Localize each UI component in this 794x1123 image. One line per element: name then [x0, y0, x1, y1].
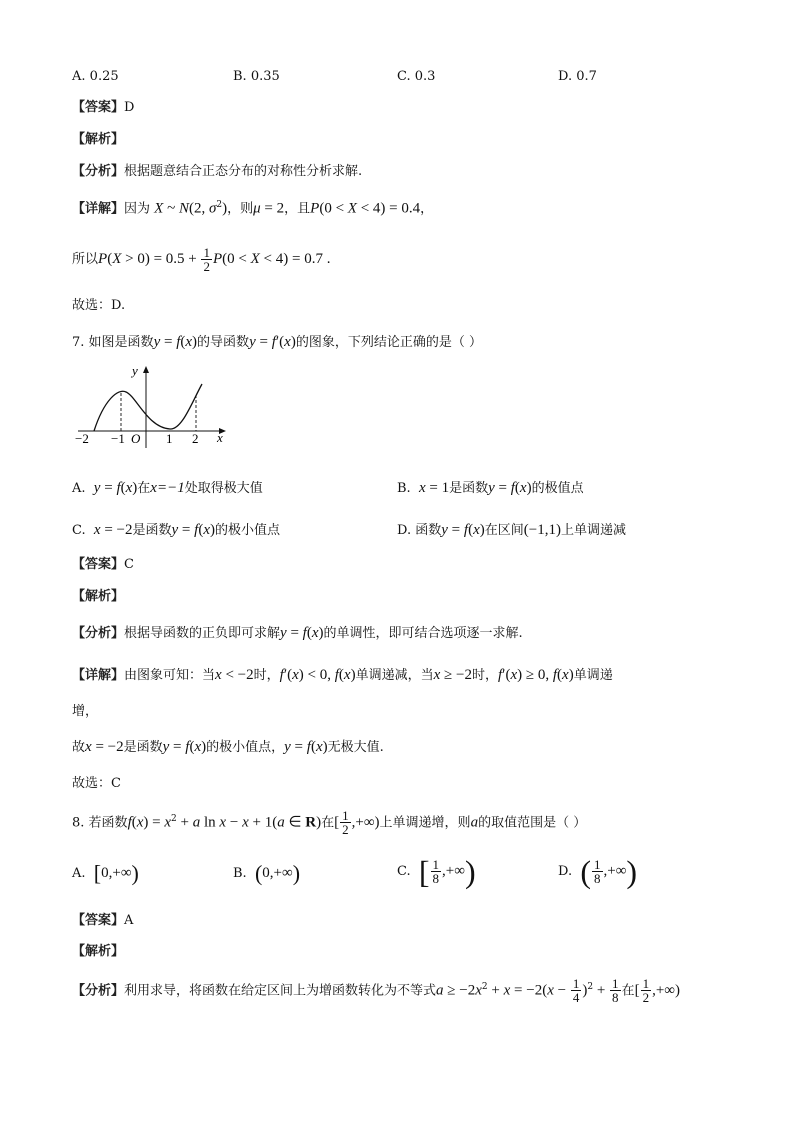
q7-detail: 【详解】由图象可知：当x < −2时，f′(x) < 0, f(x)单调递减，当x ≥ −2时，f′(x) ≥ 0, f(x)单调递: [72, 667, 613, 683]
tick-1: 1: [166, 431, 173, 446]
q6-option-b: B. 0.35: [233, 69, 280, 84]
q6-conclusion: 故选：D.: [72, 298, 126, 313]
tick-minus-2: −2: [75, 431, 89, 446]
derivative-curve: [94, 384, 202, 431]
q7-derivative-graph: [70, 362, 240, 452]
y-axis-arrow: [143, 366, 149, 373]
y-axis-label: y: [132, 363, 138, 378]
q8-option-d: D. ( $\frac{1}{8}$ ,+∞): [558, 853, 638, 890]
q6-answer: 【答案】D: [72, 100, 135, 115]
q8-option-a: A. [0,+∞): [72, 860, 139, 886]
q7-option-d: D. 函数y = f(x)在区间(−1,1)上单调递减: [397, 522, 626, 538]
q7-conclusion: 故选：C: [72, 776, 121, 791]
q7-option-b: B. x = 1是函数y = f(x)的极值点: [397, 480, 584, 496]
q8-fenxi: 【分析】利用求导，将函数在给定区间上为增函数转化为不等式$a \ge -2x^2 + x = -2(x$ − $\frac{1}{4}$ )$^2$ + $\frac{1}{8}$ 在[ $\frac{1}{2}$ ,+∞): [72, 976, 680, 1006]
q6-option-c: C. 0.3: [397, 69, 436, 84]
q7-option-a: A. y = f(x)在x=−1处取得极大值: [72, 480, 263, 496]
q6-fenxi: 【分析】根据题意结合正态分布的对称性分析求解.: [72, 164, 363, 179]
q7-detail-cont: 增，: [72, 704, 99, 719]
q6-so: 所以P(X > 0) = 0.5 + $\frac{1}{2}$ P(0 < X < 4) = 0.7 .: [72, 245, 331, 274]
x-axis-label: x: [217, 430, 223, 445]
q7-stem: 7. 如图是函数y = f(x)的导函数y = f′(x)的图象，下列结论正确的是（ ）: [72, 334, 482, 350]
q8-answer: 【答案】A: [72, 913, 134, 928]
q8-option-b: B. (0,+∞): [233, 860, 301, 886]
tick-minus-1: −1: [111, 431, 125, 446]
origin-label: O: [131, 431, 141, 446]
q7-answer: 【答案】C: [72, 557, 134, 572]
q7-fenxi: 【分析】根据导函数的正负即可求解y = f(x)的单调性，即可结合选项逐一求解.: [72, 625, 523, 641]
q6-detail: 【详解】因为 X ~ N(2, $\sigma^2$)，则μ = 2，且P(0 < X < 4) = 0.4，: [72, 200, 434, 217]
q8-analysis-heading: 【解析】: [72, 944, 125, 959]
q7-analysis-heading: 【解析】: [72, 589, 125, 604]
q7-option-c: C. x = −2是函数y = f(x)的极小值点: [72, 522, 280, 538]
q8-option-c: C. [ $\frac{1}{8}$ ,+∞): [397, 853, 476, 890]
q6-option-a: A. 0.25: [72, 69, 119, 84]
q6-option-d: D. 0.7: [558, 69, 597, 84]
q6-analysis-heading: 【解析】: [72, 132, 125, 147]
tick-2: 2: [192, 431, 199, 446]
q7-so: 故x = −2是函数y = f(x)的极小值点，y = f(x)无极大值.: [72, 739, 384, 755]
q8-stem: 8. 若函数$f(x) = x^2 + a$ ln x − x + 1(a ∈ R)在[ $\frac{1}{2}$ ,+∞)上单调递增，则a的取值范围是（ ）: [72, 808, 587, 838]
